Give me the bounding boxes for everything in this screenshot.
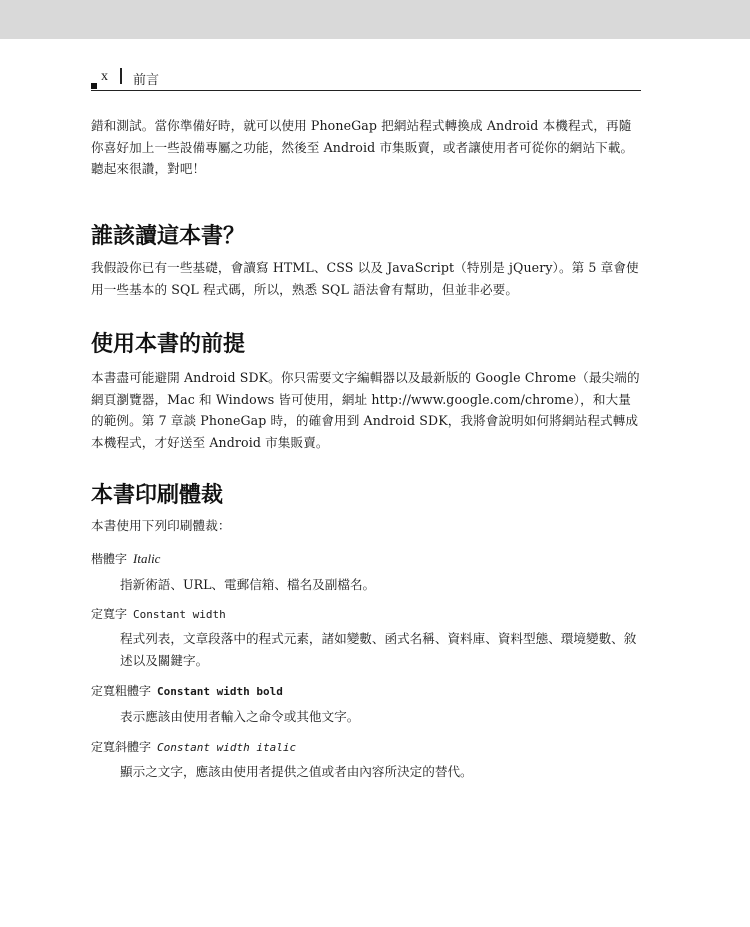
corner-mark [91, 83, 97, 89]
term-label: 定寬斜體字 [91, 740, 152, 754]
prerequisites-paragraph: 本書盡可能避開 Android SDK。你只需要文字編輯器以及最新版的 Google Chrome（最尖端的網頁瀏覽器，Mac 和 Windows 皆可使用，網址 http://www.google.com/chrome），和大量的範例。第 7 章談 PhoneGap 時，的確會用到 Android SDK，我將會說明如何將網站程式轉成本機程式，才好送至 Android 市集販賣。 [91, 370, 640, 450]
convention-term-constant-width-bold [91, 682, 283, 701]
convention-term-constant-width-italic [91, 738, 296, 757]
term-label: 定寬粗體字 [91, 684, 152, 698]
intro-paragraph: 錯和測試。當你準備好時，就可以使用 PhoneGap 把網站程式轉換成 Android 本機程式，再隨你喜好加上一些設備專屬之功能，然後至 Android 市集販賣，或者讓使用者可從你的網站下載。聽起來很讚，對吧！ [91, 118, 634, 176]
convention-desc-italic: 指新術語、URL、電郵信箱、檔名及副檔名。 [120, 577, 376, 592]
convention-term-constant-width [91, 605, 226, 624]
term-label: 定寬字 [91, 607, 128, 621]
chapter-title: 前言 [133, 73, 160, 88]
term-sample: Italic [133, 551, 161, 566]
heading-prerequisites: 使用本書的前提 [91, 332, 246, 357]
conventions-intro: 本書使用下列印刷體裁： [91, 518, 231, 533]
heading-who-should-read: 誰該讀這本書？ [91, 224, 246, 249]
term-label: 楷體字 [91, 552, 128, 566]
term-sample: Constant width [133, 608, 226, 621]
term-sample: Constant width bold [157, 685, 283, 698]
term-sample: Constant width italic [157, 741, 297, 754]
page-number: x [101, 69, 108, 84]
convention-desc-constant-width-italic: 顯示之文字，應該由使用者提供之值或者由內容所決定的替代。 [120, 764, 473, 779]
heading-conventions: 本書印刷體裁 [91, 483, 224, 508]
audience-paragraph: 我假設你已有一些基礎，會讀寫 HTML、CSS 以及 JavaScript（特別是 jQuery）。第 5 章會使用一些基本的 SQL 程式碼，所以，熟悉 SQL 語法會有幫助，但並非必要。 [91, 260, 639, 297]
header-separator [120, 68, 122, 84]
convention-desc-constant-width: 程式列表，文章段落中的程式元素，諸如變數、函式名稱、資料庫、資料型態、環境變數、敘述以及關鍵字。 [120, 631, 637, 668]
running-head [91, 66, 641, 91]
convention-term-italic [91, 550, 160, 568]
convention-desc-constant-width-bold: 表示應該由使用者輸入之命令或其他文字。 [120, 709, 360, 724]
viewer-top-bar [0, 0, 750, 39]
